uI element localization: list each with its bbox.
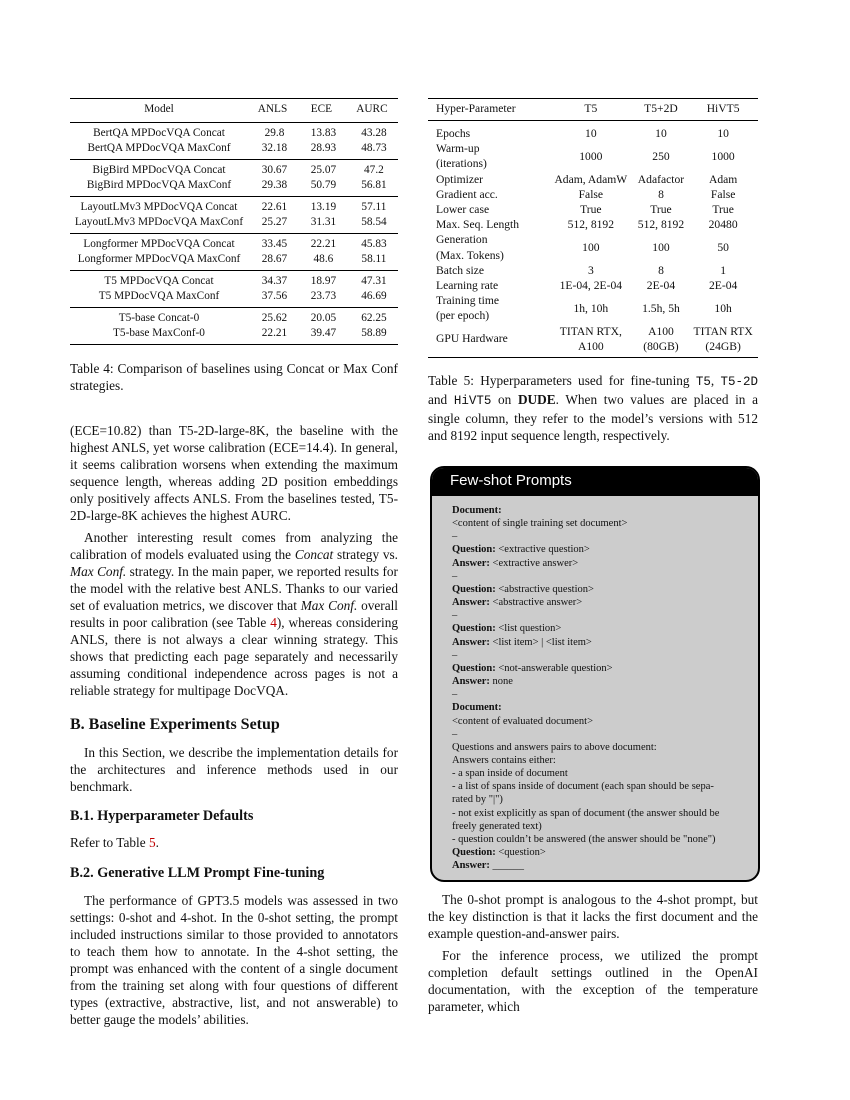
t4-header-model: Model: [144, 103, 174, 115]
t4-group: [70, 196, 398, 233]
table-row: [70, 196, 398, 215]
t5-cell-name: Training time (per epoch): [436, 294, 500, 323]
t5-cell-name: Learning rate: [436, 279, 499, 293]
t5-cell-t52d: 2E-04: [646, 279, 676, 293]
left-paragraph-5: The performance of GPT3.5 models was assessed in two settings: 0-shot and 4-shot. In the 0-shot setting, the prompt included instructions similar to those provided to annotators to teach them how to annotate. In the 4-shot setting, the prompt was enhanced with the content of a single document from the training set along with four questions of different types (extractive, abstractive, list, and not answerable) to better gauge the models’ abilities.: [70, 892, 398, 1027]
right-bottom-text: [428, 891, 758, 1015]
prompt-line: –: [452, 728, 458, 740]
t4-cell-aurc: 46.69: [361, 290, 387, 302]
t4-group: [70, 122, 398, 159]
t5-header-hivt5: HiVT5: [688, 99, 758, 121]
t5-cell-hivt5: 10: [717, 127, 729, 140]
table-row: [70, 122, 398, 141]
table-row: [70, 141, 398, 159]
t4-cell-model: BigBird MPDocVQA Concat: [92, 163, 226, 176]
t4-cell-model: T5-base MaxConf-0: [113, 327, 205, 339]
t5-cell-name: Optimizer: [436, 172, 484, 186]
t4-cell-aurc: 58.89: [361, 327, 387, 339]
t5-cell-hivt5: 10h: [714, 301, 732, 315]
t5-cell-t52d: A100 (80GB): [643, 324, 679, 353]
prompt-line: –: [452, 570, 458, 582]
t4-cell-ece: 48.6: [313, 253, 334, 265]
t4-cell-anls: 29.8: [264, 126, 285, 139]
t4-cell-anls: 22.21: [261, 327, 288, 339]
prompt-line: rated by "|"): [452, 794, 503, 806]
t4-cell-model: T5 MPDocVQA Concat: [104, 274, 214, 287]
t5-cell-t5: 1E-04, 2E-04: [559, 279, 623, 293]
t4-cell-model: LayoutLMv3 MPDocVQA Concat: [80, 200, 238, 213]
table-row: [70, 289, 398, 307]
t5-cell-t52d: 250: [652, 149, 670, 163]
t5-cell-t52d: 10: [655, 127, 667, 140]
t5-cell-hivt5: 1: [720, 263, 727, 277]
prompt-line: Question: <question>: [452, 847, 546, 859]
prompt-line: –: [452, 610, 458, 622]
t4-cell-aurc: 43.28: [361, 126, 387, 139]
t5-cell-t5: 1000: [579, 149, 603, 163]
table-row: [428, 232, 758, 262]
t4-group: [70, 270, 398, 307]
t4-group: [70, 159, 398, 196]
t4-cell-model: Longformer MPDocVQA MaxConf: [77, 253, 241, 265]
t5-cell-name: Max. Seq. Length: [436, 218, 520, 232]
t5-cell-hivt5: False: [710, 187, 736, 201]
t5-cell-t52d: 1.5h, 5h: [642, 301, 680, 315]
t5-cell-hivt5: TITAN RTX (24GB): [693, 324, 753, 353]
table-row: [70, 270, 398, 289]
t5-cell-name: Epochs: [436, 127, 471, 140]
prompt-line: <content of evaluated document>: [452, 715, 594, 727]
t4-header-ece: ECE: [310, 103, 333, 115]
few-shot-prompts-title: Few-shot Prompts: [432, 468, 758, 496]
few-shot-prompts-body: [432, 496, 758, 872]
t4-cell-anls: 25.27: [261, 216, 288, 228]
prompt-line: Question: <extractive question>: [452, 544, 590, 556]
table-5: [428, 98, 758, 358]
left-paragraph-4: Refer to Table 5.: [70, 834, 159, 850]
t4-cell-ece: 31.31: [310, 216, 337, 228]
t4-header-aurc: AURC: [356, 103, 388, 115]
prompt-line: - a list of spans inside of document (each span should be sepa-: [452, 781, 714, 793]
t5-cell-t52d: Adafactor: [637, 172, 685, 186]
t5-header-t52d: T5+2D: [634, 99, 689, 121]
t4-cell-anls: 22.61: [261, 200, 288, 213]
table-4-caption: Table 4: Comparison of baselines using Concat or Max Conf strategies.: [70, 360, 398, 393]
t5-cell-name: Warm-up (iterations): [436, 142, 487, 171]
prompt-line: - question couldn’t be answered (the answer should be "none"): [452, 833, 716, 845]
prompt-line: –: [452, 689, 458, 701]
t5-cell-name: GPU Hardware: [436, 332, 508, 346]
t4-cell-ece: 22.21: [310, 237, 337, 250]
prompt-line: Question: <list question>: [452, 623, 562, 635]
t5-header-t5: T5: [548, 99, 634, 121]
table-row: [70, 178, 398, 196]
t4-cell-anls: 34.37: [261, 274, 288, 287]
prompt-line: –: [452, 649, 458, 661]
table-row: [428, 121, 758, 142]
table-row: [428, 202, 758, 217]
t5-cell-t52d: 8: [658, 263, 664, 277]
prompt-line: freely generated text): [452, 820, 542, 832]
t5-cell-name: Batch size: [436, 263, 484, 277]
table-row: [428, 172, 758, 187]
t5-cell-hivt5: 1000: [711, 149, 735, 163]
table-row: [70, 215, 398, 233]
t4-cell-model: LayoutLMv3 MPDocVQA MaxConf: [74, 216, 244, 228]
table-row: [428, 324, 758, 358]
t4-cell-anls: 32.18: [261, 142, 288, 154]
left-paragraph-1: (ECE=10.82) than T5-2D-large-8K, the baseline with the highest ANLS, yet worse calibration (ECE=14.4). In general, it seems calibration worsens when extending the maximum sequence length, whereas adding 2D position embeddings only positively affects ANLS. From the baselines tested, T5-2D-large-8K achieves the highest AURC.: [70, 422, 398, 523]
t5-cell-t5: Adam, AdamW: [554, 172, 628, 186]
t4-cell-aurc: 45.83: [361, 237, 387, 250]
prompt-line: <content of single training set document>: [452, 518, 628, 530]
prompt-line: - a span inside of document: [452, 768, 568, 780]
t4-cell-anls: 25.62: [261, 311, 288, 324]
t4-cell-ece: 28.93: [310, 142, 337, 154]
t5-cell-hivt5: 50: [717, 241, 729, 255]
t5-cell-t5: False: [578, 187, 604, 201]
table-4-ref-link[interactable]: 4: [270, 614, 277, 630]
table-row: [428, 187, 758, 202]
prompt-line: Answer: <abstractive answer>: [452, 597, 583, 609]
t5-cell-t5: 10: [585, 127, 597, 140]
section-b2-heading: B.2. Generative LLM Prompt Fine-tuning: [70, 864, 325, 881]
prompt-line: Document:: [452, 702, 502, 714]
t5-cell-name: Generation (Max. Tokens): [436, 233, 504, 262]
prompt-line: Answer: none: [452, 676, 513, 688]
few-shot-prompts-box: [430, 466, 760, 882]
prompt-line: –: [452, 531, 458, 543]
t4-cell-ece: 13.19: [310, 200, 337, 213]
t4-cell-aurc: 47.31: [361, 274, 387, 287]
t5-cell-name: Gradient acc.: [436, 187, 498, 201]
t4-cell-aurc: 56.81: [361, 179, 387, 191]
t5-cell-name: Lower case: [436, 203, 490, 217]
t5-cell-t5: 1h, 10h: [573, 301, 609, 315]
t5-cell-t5: True: [580, 203, 602, 217]
t4-cell-model: BertQA MPDocVQA MaxConf: [87, 142, 231, 154]
table-row: [70, 307, 398, 326]
t4-cell-model: T5-base Concat-0: [118, 311, 200, 324]
t4-cell-aurc: 58.54: [361, 216, 387, 228]
t5-cell-t5: 3: [587, 263, 594, 277]
t5-header-param: Hyper-Parameter: [428, 99, 548, 121]
t4-header-anls: ANLS: [257, 103, 288, 115]
table-4: [70, 98, 398, 345]
left-paragraph-2: Another interesting result comes from analyzing the calibration of models evaluated using the Concat strategy vs. Max Conf. strategy. In the main paper, we reported results for the model with the relative best ANLS. Thanks to our varied set of evaluation metrics, we discover that Max Conf. overall results in poor calibration (see Table 4), whereas considering ANLS, there is not always a clear winning strategy. This shows that predicting each page separately and necessarily assuming conditional independence across pages is not a reliable strategy for multipage DocVQA.: [70, 529, 399, 698]
t4-cell-ece: 39.47: [310, 327, 337, 339]
right-column: [428, 98, 758, 444]
prompt-line: Document:: [452, 505, 502, 516]
t4-cell-anls: 33.45: [261, 237, 288, 250]
t5-cell-hivt5: True: [712, 203, 734, 217]
table-5-ref-link[interactable]: 5: [148, 834, 156, 850]
table-row: [70, 252, 398, 270]
t4-cell-anls: 37.56: [261, 290, 288, 302]
section-b-heading: B. Baseline Experiments Setup: [70, 715, 280, 733]
right-paragraph-2: For the inference process, we utilized the prompt completion default settings outlined in the OpenAI documentation, with the exception of the temperature parameter, which: [428, 948, 758, 1014]
table-row: [70, 233, 398, 252]
table-row: [428, 141, 758, 171]
table-row: [428, 263, 758, 278]
left-column: [70, 98, 398, 1028]
t4-cell-model: BigBird MPDocVQA MaxConf: [86, 179, 232, 191]
table-row: [70, 159, 398, 178]
t4-cell-aurc: 58.11: [361, 253, 387, 265]
t5-cell-t5: 512, 8192: [567, 218, 615, 232]
table-row: [428, 217, 758, 232]
table-row: [428, 278, 758, 293]
t4-cell-aurc: 57.11: [361, 200, 387, 213]
t4-cell-model: T5 MPDocVQA MaxConf: [98, 290, 220, 302]
t4-cell-ece: 23.73: [310, 290, 337, 302]
t4-cell-anls: 30.67: [261, 163, 288, 176]
t5-cell-t52d: 100: [652, 241, 670, 255]
t5-cell-hivt5: 2E-04: [708, 279, 738, 293]
left-paragraph-3: In this Section, we describe the implementation details for the architectures and inference methods used in our benchmark.: [70, 744, 398, 794]
t4-cell-ece: 18.97: [310, 274, 337, 287]
t4-group: [70, 307, 398, 344]
t4-cell-aurc: 47.2: [364, 163, 384, 176]
t5-cell-hivt5: 20480: [708, 218, 738, 232]
t4-group: [70, 233, 398, 270]
table-row: [70, 326, 398, 344]
t5-cell-t5: TITAN RTX, A100: [559, 324, 622, 353]
section-b1-heading: B.1. Hyperparameter Defaults: [70, 807, 254, 824]
t4-cell-model: BertQA MPDocVQA Concat: [93, 126, 225, 139]
prompt-line: Answers contains either:: [452, 754, 556, 766]
prompt-line: Question: <abstractive question>: [452, 583, 594, 595]
t5-cell-t52d: 512, 8192: [637, 218, 685, 232]
t4-cell-aurc: 62.25: [361, 311, 387, 324]
prompt-line: Answer: ______: [452, 860, 525, 872]
t4-cell-model: Longformer MPDocVQA Concat: [83, 237, 235, 250]
right-paragraph-1: The 0-shot prompt is analogous to the 4-shot prompt, but the key distinction is that it lacks the first document and the example question-and-answer pairs.: [428, 892, 758, 941]
table-row: [428, 293, 758, 323]
t4-cell-ece: 25.07: [310, 163, 337, 176]
t4-cell-anls: 28.67: [261, 253, 288, 265]
prompt-line: Answer: <list item> | <list item>: [452, 636, 592, 648]
table-5-caption: Table 5: Hyperparameters used for fine-tuning T5, T5-2D and HiVT5 on DUDE. When two values are placed in a single column, they refer to the model’s versions with 512 and 8192 input sequence length, respectively.: [428, 373, 758, 444]
t5-cell-t52d: True: [650, 203, 672, 217]
prompt-line: - not exist explicitly as span of document (the answer should be: [452, 807, 720, 819]
t4-cell-ece: 13.83: [310, 126, 337, 139]
t4-cell-ece: 50.79: [310, 179, 337, 191]
t5-cell-hivt5: Adam: [708, 172, 738, 186]
prompt-line: Question: <not-answerable question>: [452, 662, 613, 674]
t5-cell-t52d: 8: [658, 187, 664, 201]
t4-cell-aurc: 48.73: [361, 142, 387, 154]
prompt-line: Answer: <extractive answer>: [452, 557, 579, 569]
t5-cell-t5: 100: [582, 241, 600, 255]
t4-cell-anls: 29.38: [261, 179, 288, 191]
t4-cell-ece: 20.05: [310, 311, 337, 324]
prompt-line: Questions and answers pairs to above document:: [452, 741, 657, 753]
